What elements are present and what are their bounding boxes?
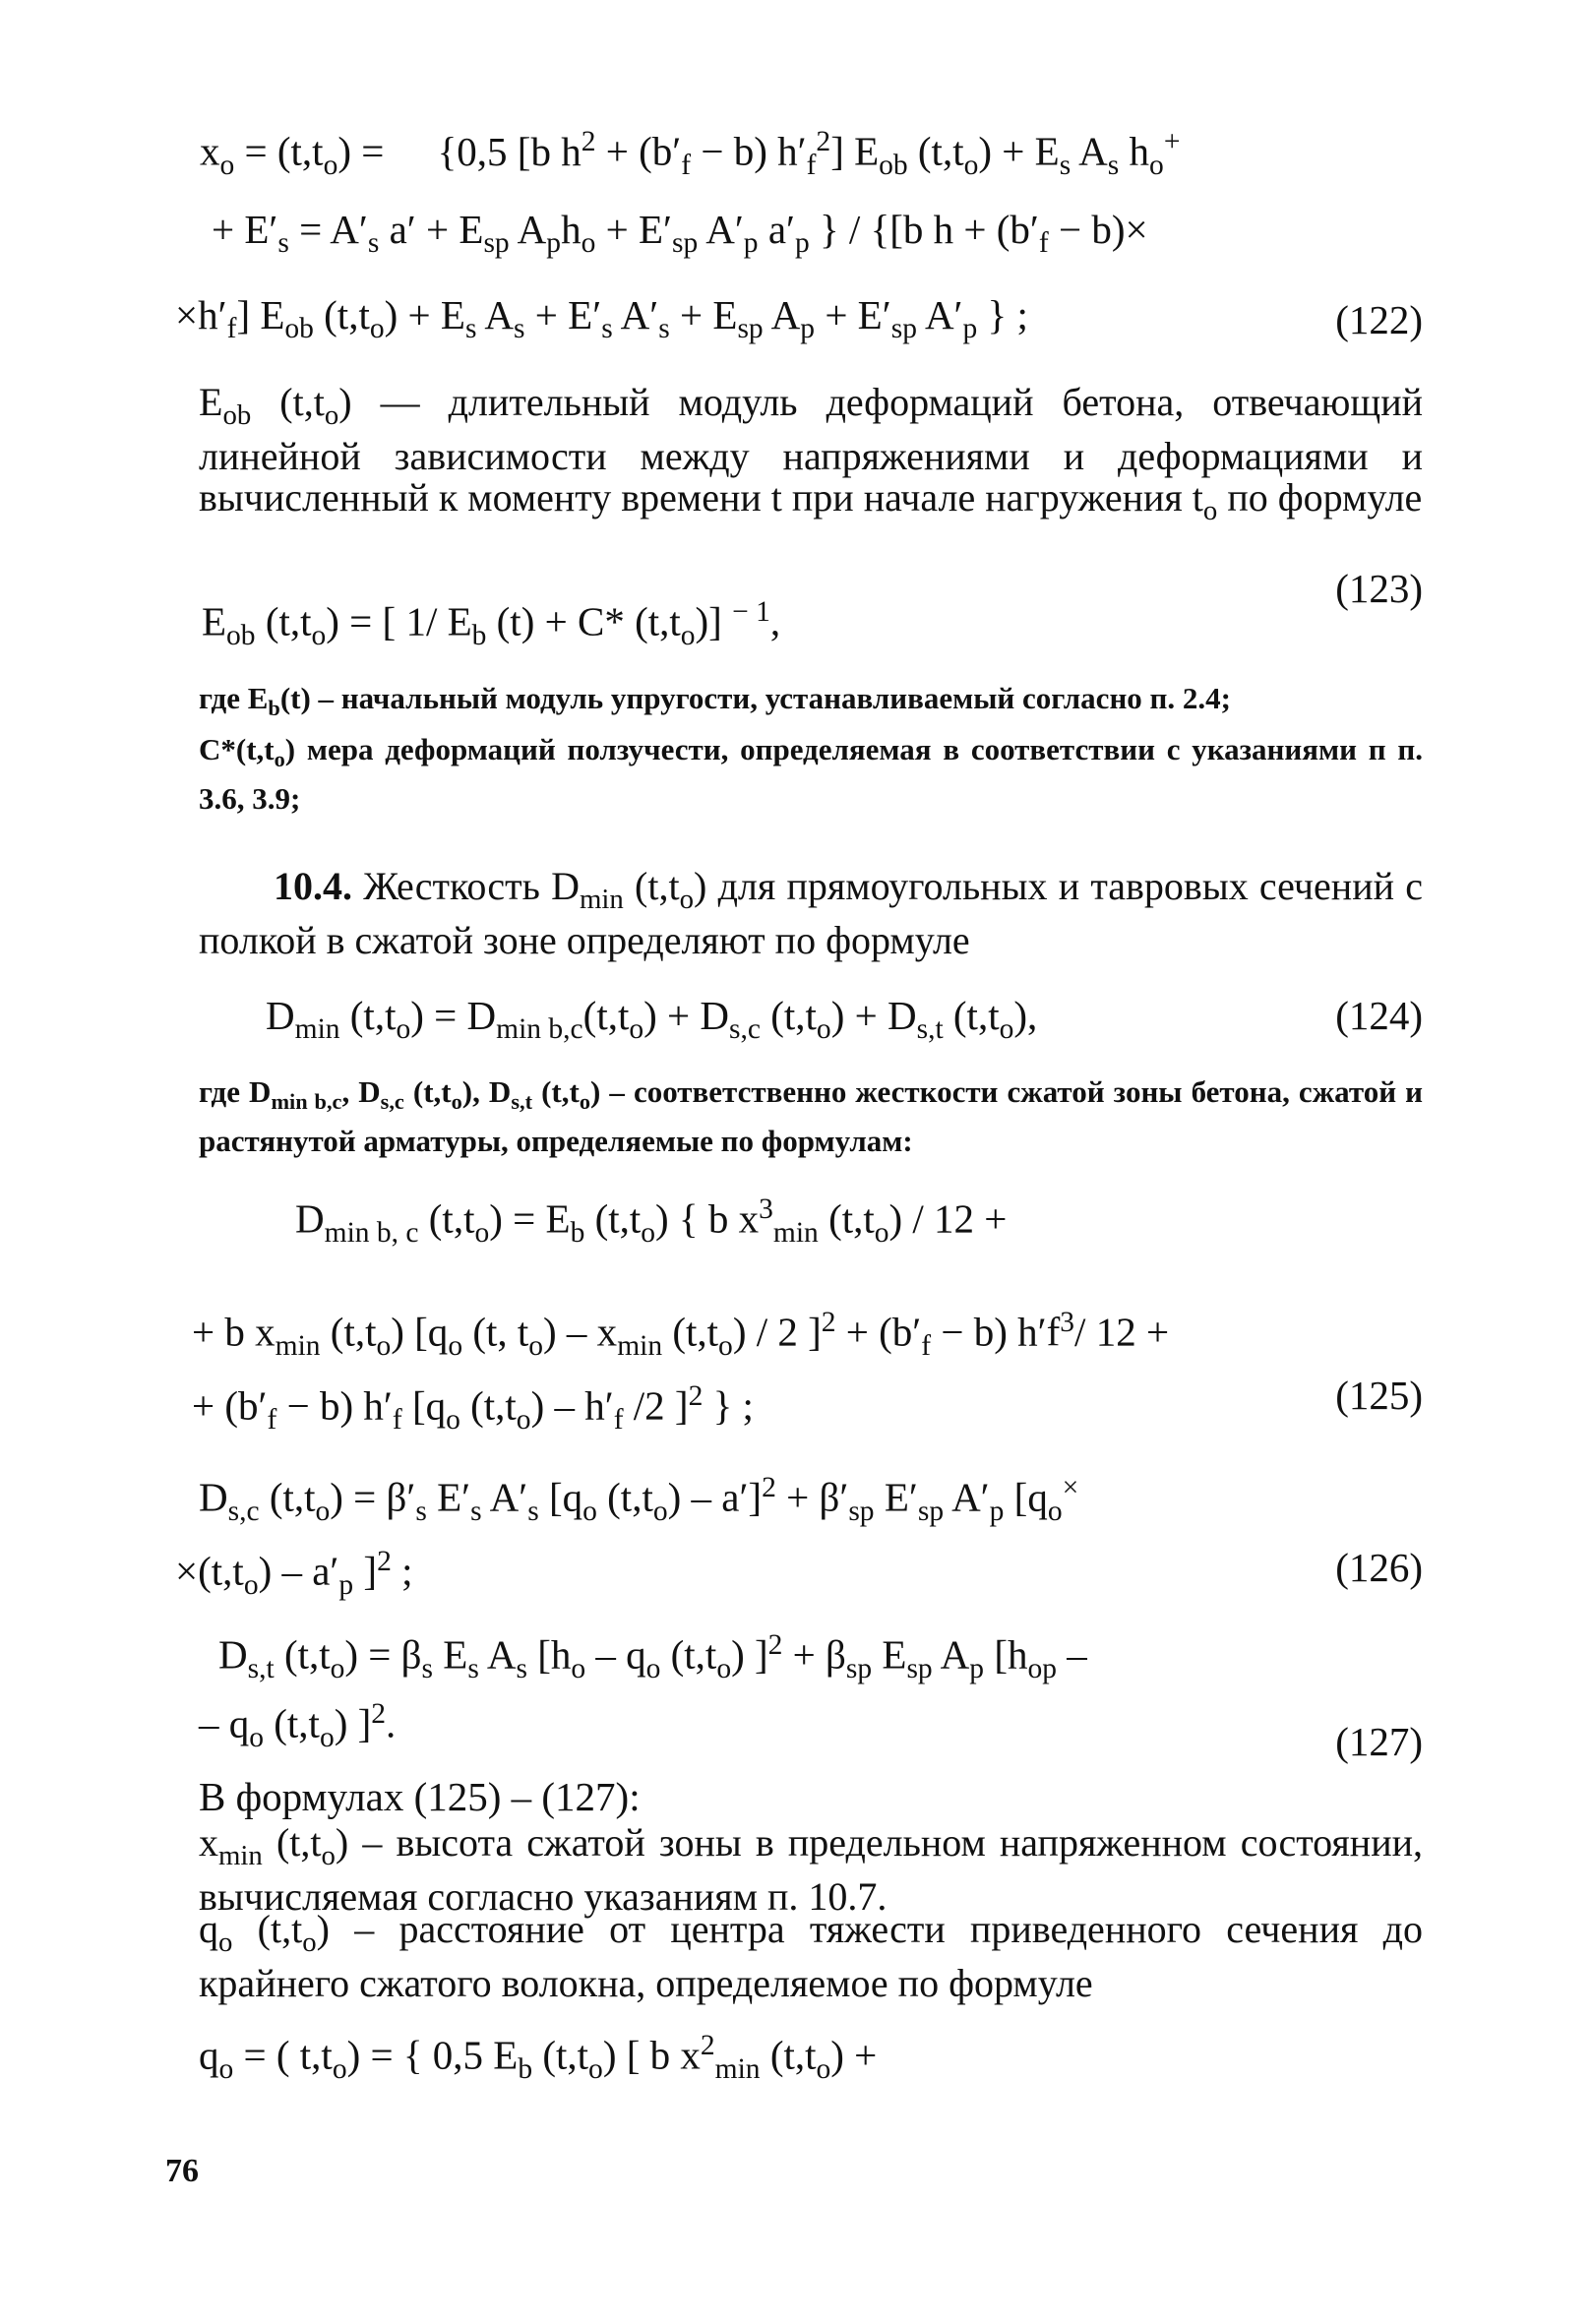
- equation-125-number: (125): [1335, 1373, 1423, 1418]
- equation-125-line-2: + b $x_{min}$ $(t,t_o)$ [$q_o$ (t, $t_o) - x_{min}$ $(t,t_o) / 2$ ]$^2 + (b'_f - b)$ $h'f^3/$ 12 +: [192, 1307, 1170, 1362]
- equation-124: $D_{min}$ $(t,t_o) = D_{min b,c}(t,t_o) + D_{s,c}$ $(t,t_o) + D_{s,t}$ $(t,t_o)$,: [266, 993, 1038, 1046]
- definition-q0: $q_o$ $(t,t_o)$ – расстояние от центра тяжести приведенного сечения до крайнего сжатого волокна, определяемое по формуле: [199, 1907, 1423, 2005]
- note-eb: где $E_b(t)$ – начальный модуль упругости, устанавливаемый согласно п. 2.4;: [199, 681, 1231, 721]
- equation-122-line-1: $x_o = (t,t_o) = \{0,5$ [b $h^2 + (b'_f - b)$ $h'_f^2$] $E_{ob}$ $(t,t_o) + E_s$ $A_s$ $h_o^+$: [200, 126, 1181, 181]
- equation-127-line-2: – $q_o$ $(t,t_o)$ ]$^2$.: [199, 1698, 397, 1753]
- equation-122-line-2: + $E'_s = A'_s$ $a' + E_{sp}$ $A_ph_o + E'_{sp}$ $A'_p$ $a'_p$ } / {[b $h + (b'_f - b)\times$: [212, 207, 1148, 260]
- equation-127-line-1: $D_{s,t}$ $(t,t_o) = \beta_s$ $E_s$ $A_s$ [$h_o - q_o$ $(t,t_o) ]^2 + \beta_{sp}$ $E_{sp}$ $A_p$ [$h_{op}$ –: [218, 1629, 1087, 1684]
- page-number: 76: [165, 2153, 199, 2189]
- where-124: где $D_{min b,c}$, $D_{s,c}$ $(t,t_o)$, $D_{s,t}$ $(t,t_o)$ – соответственно жесткости сжатой зоны бетона, сжатой и растянутой арматуры, определяемые по формулам:: [199, 1074, 1423, 1159]
- equation-127-number: (127): [1335, 1719, 1423, 1764]
- equation-125-line-3: + $(b'_f - b)$ $h'_f$ [$q_o$ $(t,t_o) - h'_f$ /2 ]$^2$ } ;: [192, 1380, 754, 1436]
- equation-122-number: (122): [1335, 297, 1423, 342]
- equation-122-line-3: $\times h'_f$] $E_{ob}$ $(t,t_o) + E_s$ $A_s + E'_s$ $A'_s + E_{sp}$ $A_p + E'_{sp}$ $A'_p$ } ;: [175, 292, 1028, 345]
- equation-126-line-1: $D_{s,c}$ $(t,t_o) = \beta'_s$ $E'_s$ $A'_s$ [$q_o$ $(t,t_o) - a']^2 + \beta'_{sp}$ $E'_{sp}$ $A'_p$ [$q_o^\times$: [199, 1472, 1079, 1527]
- note-creep: $C*(t,t_o)$ мера деформаций ползучести, определяемая в соответствии с указаниями п п. 3.6, 3.9;: [199, 732, 1423, 817]
- formulas-intro: В формулах (125) – (127):: [199, 1774, 641, 1819]
- equation-126-line-2: $\times(t,t_o) - a'_p$ ]$^2$ ;: [175, 1546, 413, 1601]
- definition-xmin: $x_{min}$ $(t,t_o)$ – высота сжатой зоны в предельном напряженном состоянии, вычисляемая согласно указаниям п. 10.7.: [199, 1820, 1423, 1919]
- equation-q0: $q_o$ = ( $t,t_o$) = { 0,5 $E_b$ $(t,t_o)$ [ b $x^2_{min}$ $(t,t_o)$ +: [199, 2030, 878, 2085]
- equation-125-line-1: $D_{min b, c}$ $(t,t_o) = E_b$ $(t,t_o)$ { b $x^3_{min}$ $(t,t_o) / 12$ +: [295, 1193, 1008, 1249]
- equation-126-number: (126): [1335, 1545, 1423, 1590]
- equation-124-number: (124): [1335, 993, 1423, 1038]
- definition-eob: $E_{ob}$ $(t,t_o)$ — длительный модуль деформаций бетона, отвечающий линейной зависимости между напряжениями и деформациями и вычисленный к моменту времени t при начале нагружения $t_o$ по формуле: [199, 380, 1424, 526]
- section-10-4: 10.4. Жесткость $D_{min}$ $(t,t_o)$ для прямоугольных и тавровых сечений с полкой в сжатой зоне определяют по формуле: [199, 864, 1423, 962]
- equation-123: $E_{ob}$ $(t,t_o)$ = [ 1/ $E_b$ (t) + C* $(t,t_o)$] $^{- 1}$,: [202, 596, 781, 651]
- equation-123-number: (123): [1335, 566, 1423, 611]
